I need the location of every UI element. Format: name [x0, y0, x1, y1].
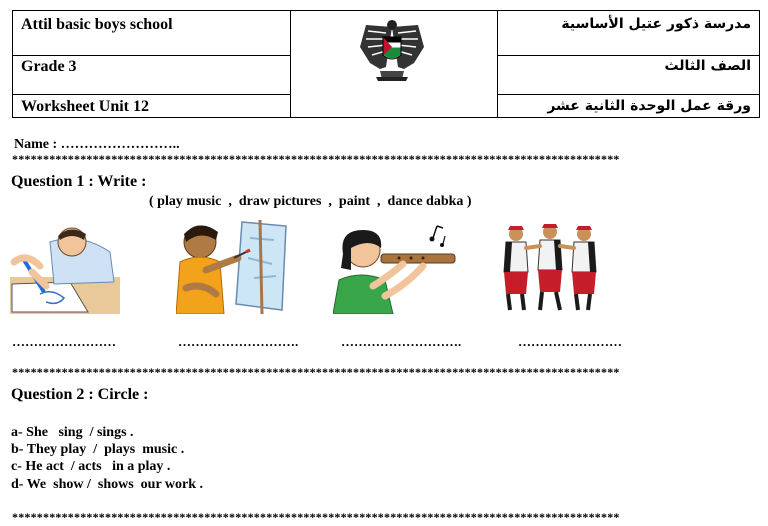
question-1-title: Question 1 : Write : — [11, 173, 147, 190]
circle-item-c[interactable]: c- He act / acts in a play . — [11, 459, 171, 474]
answer-blank-4[interactable]: …………………… — [518, 334, 622, 349]
grade-arabic: الصف الثالث — [664, 58, 751, 74]
school-name-arabic: مدرسة ذكور عتيل الأساسية — [561, 16, 751, 32]
school-name-english: Attil basic boys school — [21, 16, 173, 33]
header-divider-left — [290, 11, 291, 117]
worksheet-title-english: Worksheet Unit 12 — [21, 98, 149, 115]
boy-drawing-picture-icon — [10, 222, 120, 314]
header-row-line — [13, 94, 290, 95]
girl-playing-flute-picture-icon — [333, 224, 459, 314]
word-bank: ( play music , draw pictures , paint , dance dabka ) — [149, 194, 472, 209]
boy-painting-picture-icon — [176, 218, 294, 314]
circle-item-d[interactable]: d- We show / shows our work . — [11, 477, 204, 492]
answer-blank-1[interactable]: …………………… — [12, 334, 116, 349]
header-row-line — [497, 55, 759, 56]
worksheet-title-arabic: ورقة عمل الوحدة الثانية عشر — [547, 98, 751, 114]
answer-blank-3[interactable]: ………………………. — [341, 334, 462, 349]
separator-stars: ************************************************************************************************** — [12, 510, 620, 524]
question-2-title: Question 2 : Circle : — [11, 386, 149, 403]
men-dancing-dabka-picture-icon — [498, 220, 602, 314]
circle-item-b[interactable]: b- They play / plays music . — [11, 442, 185, 457]
separator-stars: ************************************************************************************************** — [12, 152, 620, 166]
palestine-eagle-emblem-icon — [356, 17, 428, 87]
grade-english: Grade 3 — [21, 58, 77, 75]
circle-item-a[interactable]: a- She sing / sings . — [11, 425, 134, 440]
header-row-line — [497, 94, 759, 95]
answer-blank-2[interactable]: ………………………. — [178, 334, 299, 349]
separator-stars: ************************************************************************************************** — [12, 365, 620, 379]
header-divider-right — [497, 11, 498, 117]
header-table — [12, 10, 760, 118]
student-name-line: Name : …………………….. — [14, 137, 180, 152]
header-row-line — [13, 55, 290, 56]
